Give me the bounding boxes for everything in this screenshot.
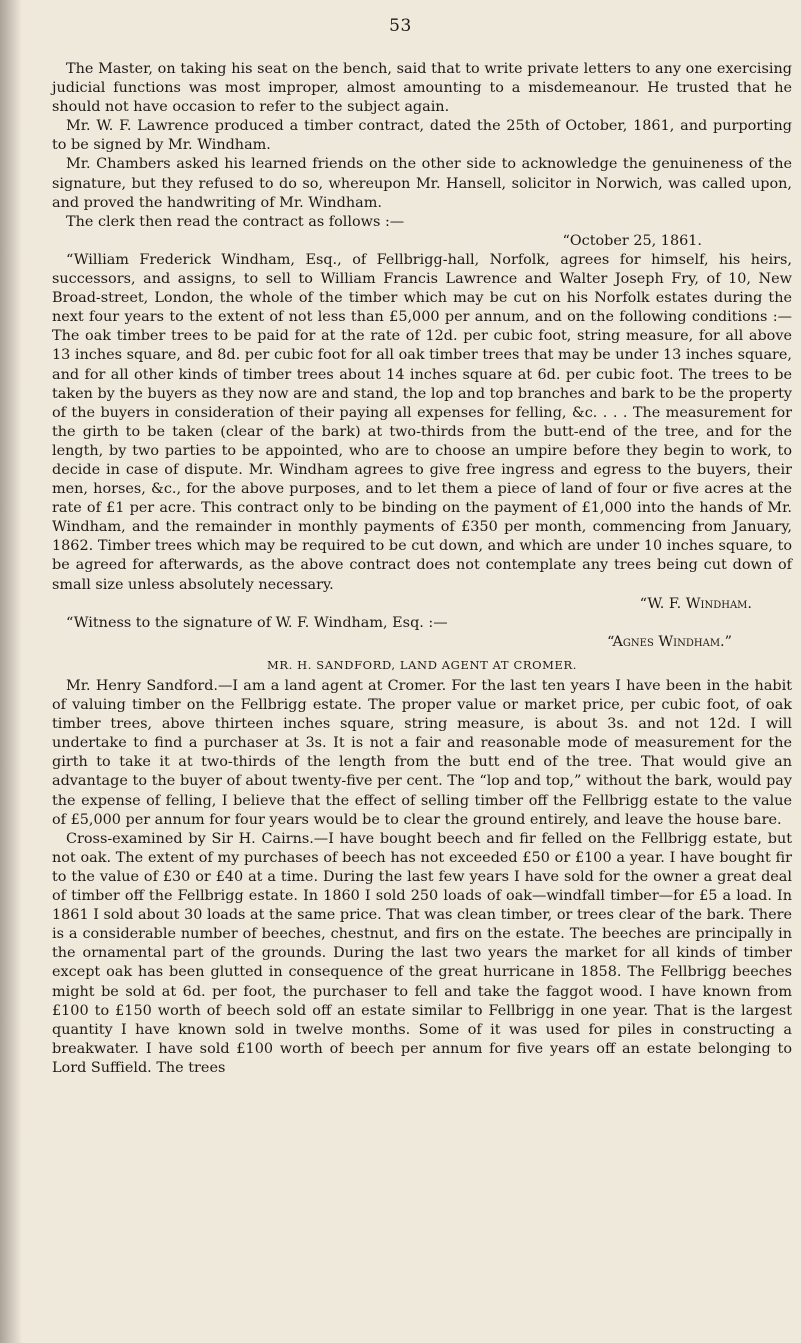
testimony-paragraph: Mr. Henry Sandford.—I am a land agent at Cromer. For the last ten years I have been in the habit of valuing timber on the Fellbrigg estate. The proper value or market price, per cubic foot, of oak timber trees, above thirteen inches square, string measure, is about 3s. and not 12d. I will undertake to find a purchaser at 3s. It is not a fair and reasonable mode of measurement for the girth to take it at two-thirds of the length from the butt end of the tree. That would give an advantage to the buyer of about twenty-five per cent. The “lop and top,” without the bark, would pay the expense of felling, I believe that the effect of selling timber off the Fellbrigg estate to the value of £5,000 per annum for four years would be to clear the ground entirely, and leave the house bare. [52,678,792,828]
section-heading: MR. H. SANDFORD, LAND AGENT AT CROMER. [266,657,578,672]
page-number: 53 [389,16,412,36]
paragraph: Mr. Chambers asked his learned friends on the other side to acknowledge the genuineness of the signature, but they refused to do so, whereupon Mr. Hansell, solicitor in Norwich, was called upon, and proved the handwriting of Mr. Windham. [52,156,792,211]
contract-signature: “W. F. Windham. [639,595,752,612]
page-gutter-shadow [0,0,22,1343]
contract-date: “October 25, 1861. [562,232,702,249]
testimony-paragraph: Cross-examined by Sir H. Cairns.—I have bought beech and fir felled on the Fellbrigg estate, but not oak. The extent of my purchases of beech has not exceeded £50 or £100 a year. I have bought fir to the value of £30 or £40 at a time. During the last few years I have sold for the owner a great deal of timber off the Fellbrigg estate. In 1860 I sold 250 loads of oak—windfall timber—for £5 a load. In 1861 I sold about 30 loads at the same price. That was clean timber, or trees clear of the bark. There is a considerable number of beeches, chestnut, and firs on the estate. The beeches are principally in the ornamental part of the grounds. During the last two years the market for all kinds of timber except oak has been glutted in consequence of the great hurricane in 1858. The Fellbrigg beeches might be sold at 6d. per foot, the purchaser to fell and take the faggot wood. I have known from £100 to £150 worth of beech sold off an estate similar to Fellbrigg in one year. That is the largest quantity I have known sold in twelve months. Some of it was used for piles in constructing a breakwater. I have sold £100 worth of beech per annum for five years off an estate belonging to Lord Suffield. The trees [52,830,792,1076]
paragraph: The clerk then read the contract as follows :— [66,213,405,230]
witness-line: “Witness to the signature of W. F. Windham, Esq. :— [66,614,448,631]
text-column [52,60,792,1078]
paragraph: Mr. W. F. Lawrence produced a timber contract, dated the 25th of October, 1861, and purporting to be signed by Mr. Windham. [52,118,792,154]
contract-body: “William Frederick Windham, Esq., of Fellbrigg-hall, Norfolk, agrees for himself, his heirs, successors, and assigns, to sell to William Francis Lawrence and Walter Joseph Fry, of 10, New Broad-street, London, the whole of the timber which may be cut on his Norfolk estates during the next four years to the extent of not less than £5,000 per annum, and on the following conditions :—The oak timber trees to be paid for at the rate of 12d. per cubic foot, string measure, for all above 13 inches square, and 8d. per cubic foot for all oak timber trees that may be under 13 inches square, and for all other kinds of timber trees about 14 inches square at 6d. per cubic foot. The trees to be taken by the buyers as they now are and stand, the lop and top branches and bark to be the property of the buyers in consideration of their paying all expenses for felling, &c. . . . The measurement for the girth to be taken (clear of the bark) at two-thirds from the butt-end of the tree, and for the length, by two parties to be appointed, who are to choose an umpire before they begin to work, to decide in case of dispute. Mr. Windham agrees to give free ingress and egress to the buyers, their men, horses, &c., for the above purposes, and to let them a piece of land of four or five acres at the rate of £1 per acre. This contract only to be binding on the payment of £1,000 into the hands of Mr. Windham, and the remainder in monthly payments of £350 per month, commencing from January, 1862. Timber trees which may be required to be cut down, and which are under 10 inches square, to be agreed for afterwards, as the above contract does not contemplate any trees being cut down of small size unless absolutely necessary. [52,251,792,593]
witness-name: “Agnes Windham.” [607,633,732,650]
paragraph: The Master, on taking his seat on the bench, said that to write private letters to any one exercising judicial functions was most improper, almost amounting to a misdemeanour. He trusted that he should not have occasion to refer to the subject again. [52,61,792,116]
